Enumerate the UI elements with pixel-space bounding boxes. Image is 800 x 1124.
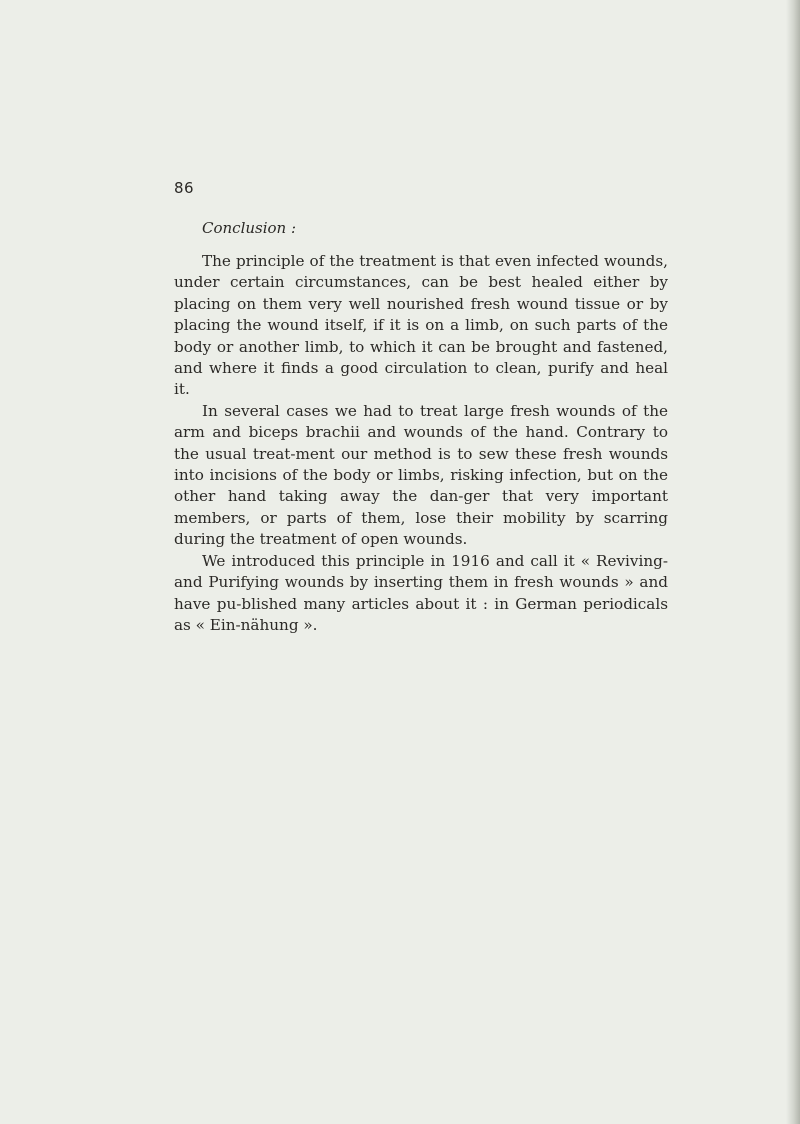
paragraph: In several cases we had to treat large fresh wounds of the arm and biceps brachii and wounds of the hand. Contrary to the usual treat-ment our method is to sew these fresh wounds into incisions of the body or limbs, risking infection, but on the other hand taking away the dan-ger that very important members, or parts of them, lose their mobility by scarring during the treatment of open wounds. <box>174 401 668 549</box>
page-number: 86 <box>174 179 195 197</box>
section-heading: Conclusion : <box>202 219 297 237</box>
paragraph: We introduced this principle in 1916 and call it « Reviving- and Purifying wounds by inserting them in fresh wounds » and have pu-blished many articles about it : in German periodicals as « Ein-nähung ». <box>174 551 668 634</box>
body-text <box>174 251 668 636</box>
paragraph: The principle of the treatment is that even infected wounds, under certain circumstances, can be best healed either by placing on them very well nourished fresh wound tissue or by placing the wound itself, if it is on a limb, on such parts of the body or another limb, to which it can be brought and fastened, and where it finds a good circulation to clean, purify and heal it. <box>174 252 668 399</box>
page-edge-shadow <box>786 0 800 1124</box>
